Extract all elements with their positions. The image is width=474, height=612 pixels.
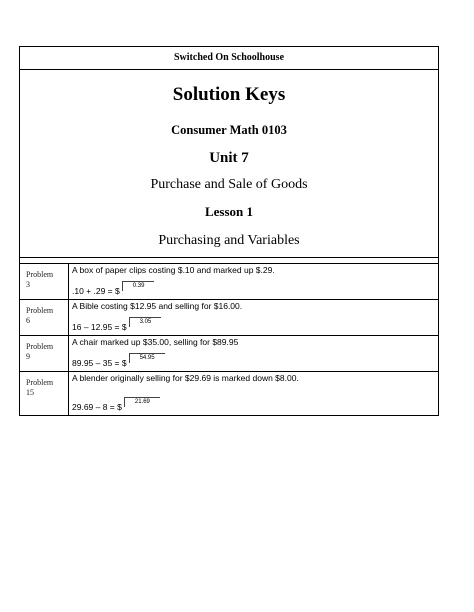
- table-row: [20, 336, 439, 372]
- course-name: Consumer Math 0103: [171, 123, 287, 137]
- unit-title: Purchase and Sale of Goods: [150, 177, 308, 192]
- problem-equation-line: [72, 399, 160, 414]
- problem-equation: 16 – 12.95 = $: [72, 322, 127, 332]
- problem-cell: [69, 372, 439, 416]
- answer-box: 3.05: [129, 317, 162, 327]
- problem-question: A chair marked up $35.00, selling for $89.95: [72, 337, 239, 347]
- problem-equation-line: [72, 283, 154, 298]
- answer-box: 54.95: [129, 353, 165, 363]
- table-row: [20, 300, 439, 336]
- problem-label: Problem: [26, 342, 54, 351]
- problem-number-cell: [20, 372, 69, 416]
- problem-label: Problem: [26, 378, 54, 387]
- problem-equation-line: [72, 355, 165, 370]
- table-row: [20, 372, 439, 416]
- problem-equation: 29.69 – 8 = $: [72, 402, 122, 412]
- problem-equation: .10 + .29 = $: [72, 286, 120, 296]
- problems-table: [19, 263, 439, 416]
- problem-cell: [69, 264, 439, 300]
- title-block: [19, 69, 439, 258]
- document-title: Solution Keys: [172, 84, 286, 105]
- school-name: Switched On Schoolhouse: [19, 46, 439, 70]
- problem-number-cell: [20, 264, 69, 300]
- problem-cell: [69, 336, 439, 372]
- problem-number: 6: [26, 316, 30, 325]
- answer-box: 21.69: [124, 397, 160, 407]
- problem-number: 15: [26, 388, 34, 397]
- problem-question: A Bible costing $12.95 and selling for $16.00.: [72, 301, 243, 311]
- problem-number-cell: [20, 300, 69, 336]
- answer-box: 0.39: [122, 281, 155, 291]
- table-row: [20, 264, 439, 300]
- lesson-title: Purchasing and Variables: [158, 233, 300, 248]
- problem-question: A blender originally selling for $29.69 is marked down $8.00.: [72, 373, 299, 383]
- problem-equation: 89.95 – 35 = $: [72, 358, 127, 368]
- problem-label: Problem: [26, 306, 54, 315]
- lesson-heading: Lesson 1: [204, 204, 254, 219]
- problem-cell: [69, 300, 439, 336]
- problem-number: 9: [26, 352, 30, 361]
- problem-number: 3: [26, 280, 30, 289]
- problem-equation-line: [72, 319, 161, 334]
- problem-number-cell: [20, 336, 69, 372]
- unit-heading: Unit 7: [209, 150, 249, 166]
- problem-question: A box of paper clips costing $.10 and marked up $.29.: [72, 265, 275, 275]
- problem-label: Problem: [26, 270, 54, 279]
